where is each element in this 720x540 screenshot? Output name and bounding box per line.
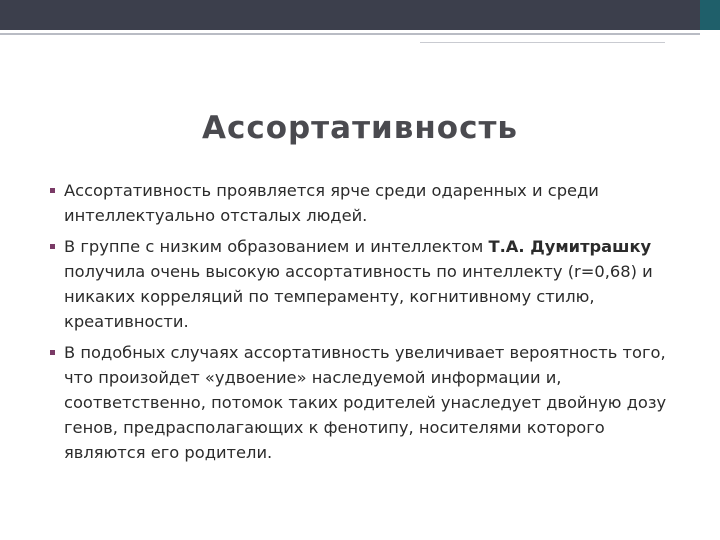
decorative-line-short (420, 42, 665, 43)
bullet-marker-icon (50, 350, 55, 355)
slide-title: Ассортативность (201, 110, 519, 146)
decorative-line (0, 33, 700, 35)
bullet-item (48, 178, 688, 228)
bullet-text: Ассортативность проявляется ярче среди одаренных и среди интеллектуально отсталых людей. (64, 181, 599, 225)
header-bar (0, 0, 700, 30)
bullet-marker-icon (50, 188, 55, 193)
bullet-list (48, 178, 688, 471)
bullet-marker-icon (50, 244, 55, 249)
bullet-item (48, 234, 688, 334)
bullet-text-after: получила очень высокую ассортативность по интеллекту (r=0,68) и никаких корреляций по темпераменту, когнитивному стилю, креативности. (64, 262, 653, 331)
bullet-text-before: В группе с низким образованием и интеллектом (64, 237, 489, 256)
bullet-item (48, 340, 688, 465)
bullet-text: В подобных случаях ассортативность увеличивает вероятность того, что произойдет «удвоение» наследуемой информации и, соответственно, потомок таких родителей унаследует двойную дозу генов, предрасполагающих к фенотипу, носителями которого являются его родители. (64, 343, 667, 462)
header-accent (700, 0, 720, 30)
bullet-author-name: Т.А. Думитрашку (488, 237, 652, 256)
